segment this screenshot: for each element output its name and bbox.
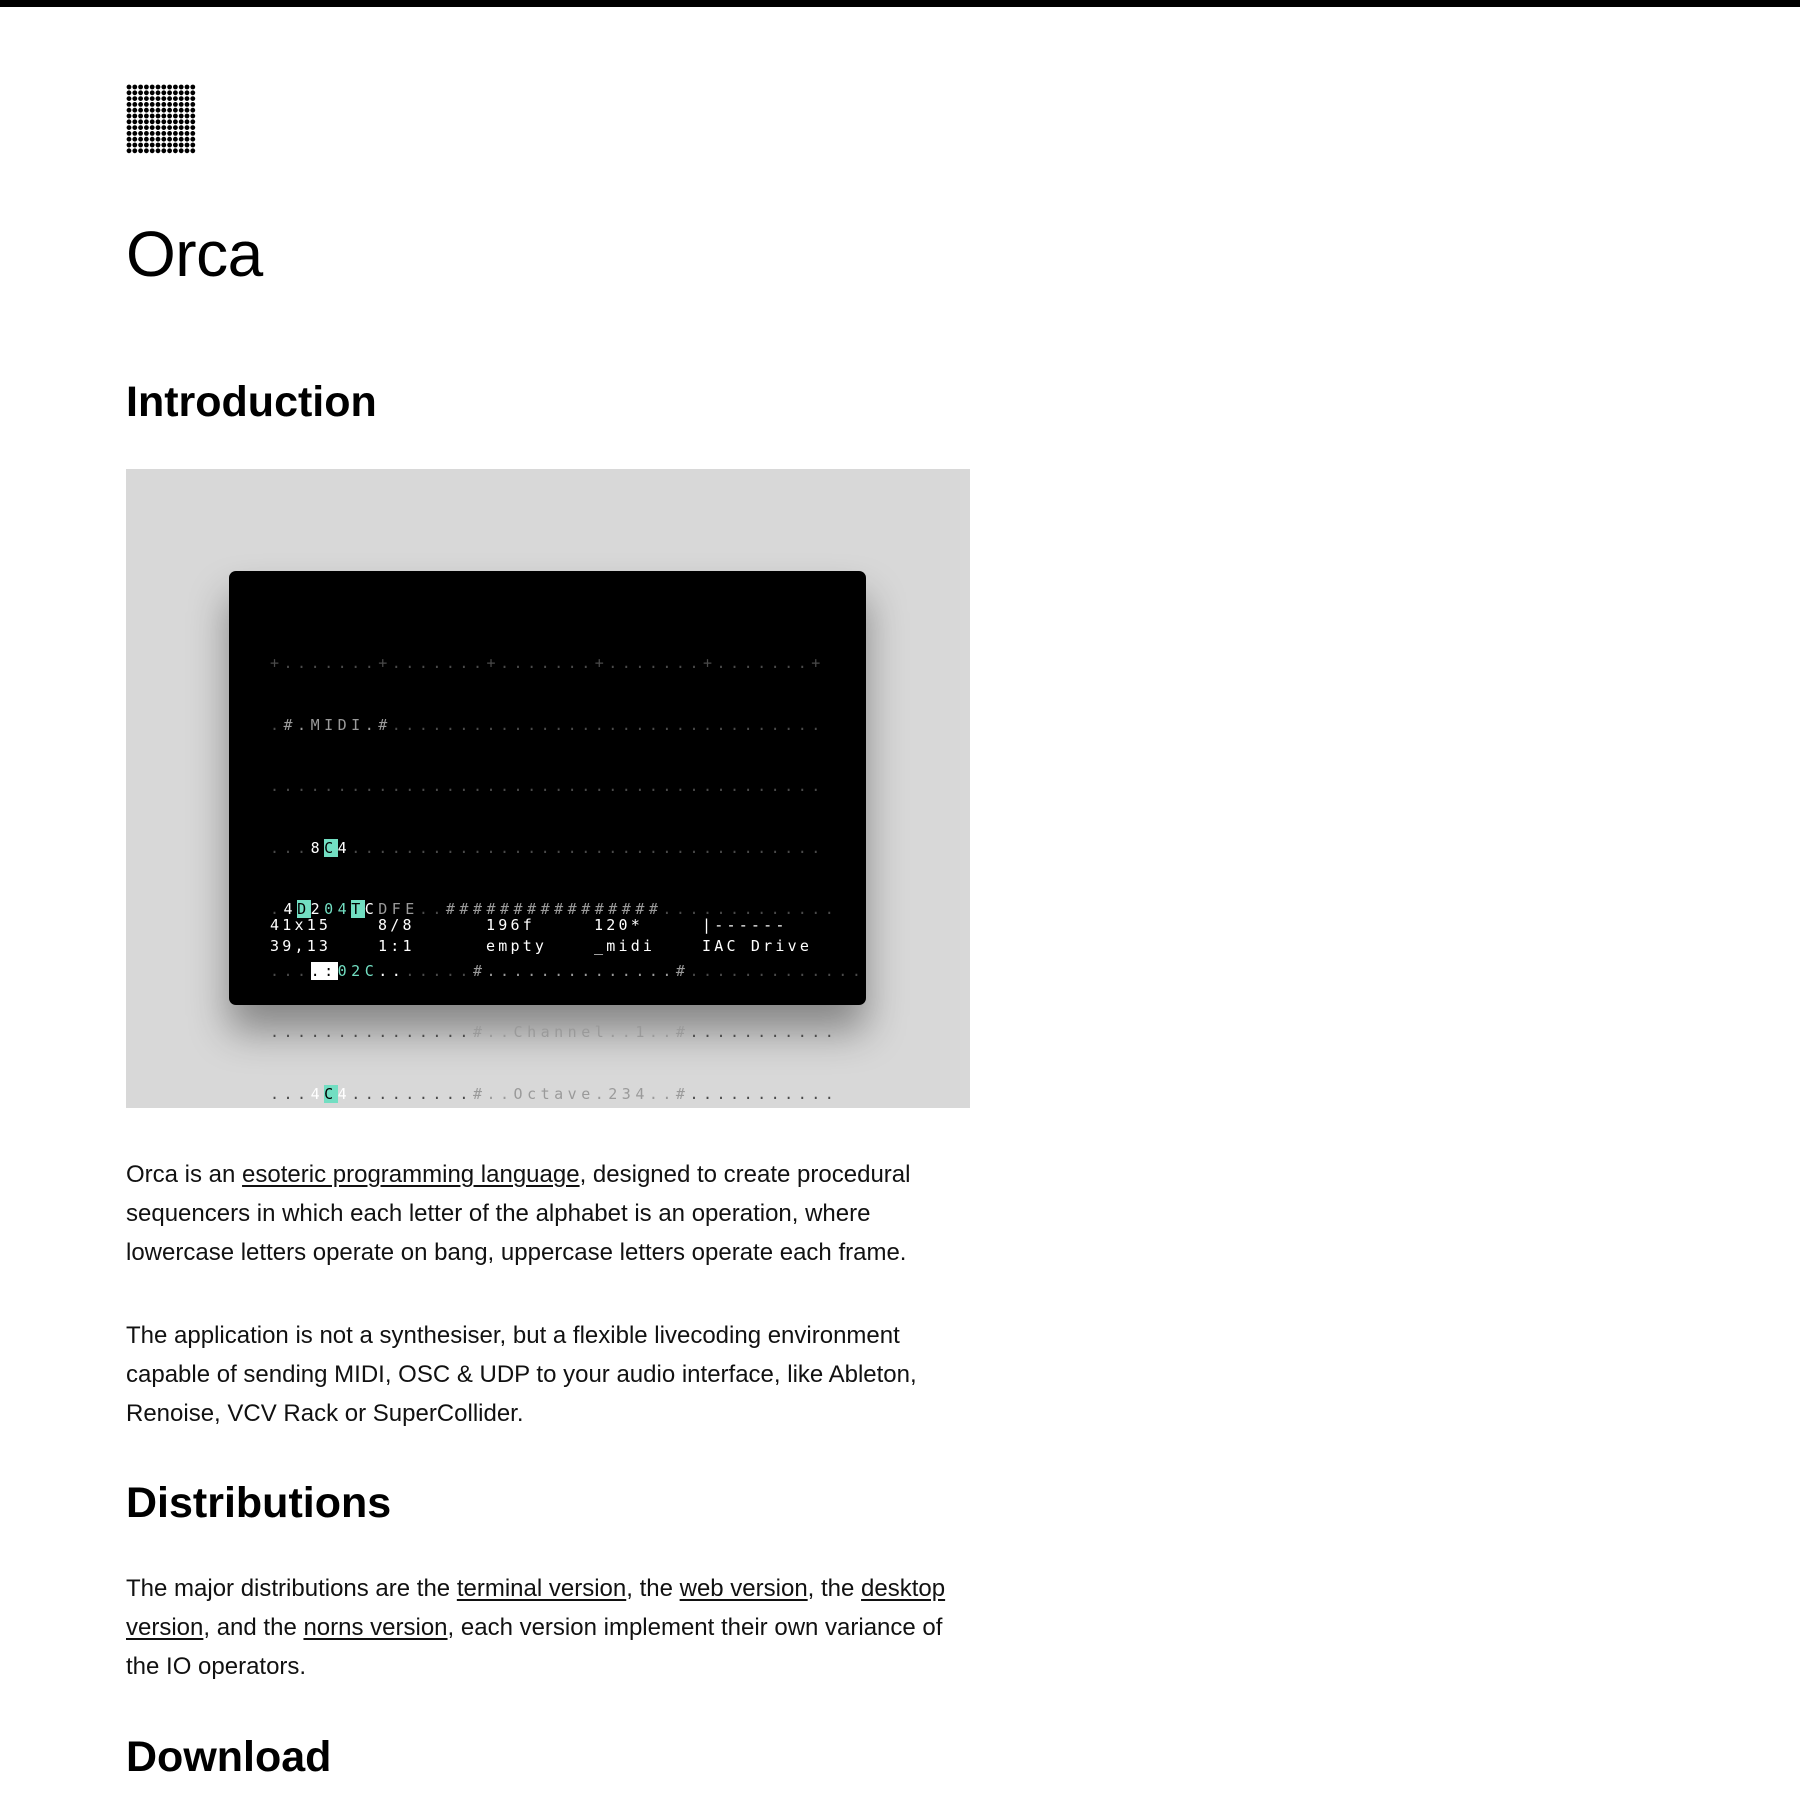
logo-dot xyxy=(161,85,166,90)
logo-dot xyxy=(167,90,172,95)
dot-grid-logo-icon xyxy=(126,84,196,154)
logo-dot xyxy=(185,85,190,90)
logo-dot xyxy=(173,148,178,153)
logo-dot xyxy=(127,131,132,136)
logo-dot xyxy=(156,90,161,95)
logo-dot xyxy=(179,125,184,130)
logo-dot xyxy=(138,108,143,113)
status-midi-device: IAC Drive xyxy=(702,936,813,955)
logo-dot xyxy=(144,102,149,107)
logo-dot xyxy=(179,114,184,119)
logo-dot xyxy=(185,108,190,113)
logo-dot xyxy=(173,108,178,113)
logo-dot xyxy=(161,119,166,124)
logo-dot xyxy=(156,131,161,136)
logo-dot xyxy=(150,114,155,119)
logo-dot xyxy=(179,137,184,142)
logo-dot xyxy=(127,114,132,119)
link-desktop-version[interactable]: desktop version xyxy=(126,1575,946,1641)
logo-dot xyxy=(190,114,195,119)
logo-dot xyxy=(138,85,143,90)
logo-dot xyxy=(132,143,137,148)
hero-image xyxy=(126,469,970,1108)
logo-dot xyxy=(132,114,137,119)
logo-dot xyxy=(150,108,155,113)
logo-dot xyxy=(127,85,132,90)
heading-distributions: Distributions xyxy=(126,1479,392,1527)
logo-dot xyxy=(161,148,166,153)
logo-dot xyxy=(179,108,184,113)
logo-dot xyxy=(190,148,195,153)
logo-dot xyxy=(127,143,132,148)
logo-dot xyxy=(167,131,172,136)
logo-dot xyxy=(132,102,137,107)
logo-dot xyxy=(150,102,155,107)
status-ratio: 8/8 xyxy=(378,916,415,934)
logo-dot xyxy=(138,148,143,153)
logo-dot xyxy=(185,148,190,153)
logo-dot xyxy=(127,125,132,130)
logo-dot xyxy=(156,148,161,153)
logo-dot xyxy=(185,131,190,136)
logo-dot xyxy=(144,90,149,95)
logo-dot xyxy=(127,102,132,107)
logo-dot xyxy=(138,131,143,136)
logo-dot xyxy=(190,137,195,142)
logo-dot xyxy=(132,108,137,113)
logo-dot xyxy=(127,90,132,95)
logo-dot xyxy=(185,102,190,107)
logo-dot xyxy=(179,96,184,101)
logo-dot xyxy=(150,148,155,153)
logo-dot xyxy=(190,102,195,107)
status-selection: 1:1 xyxy=(378,936,415,955)
logo-dot xyxy=(167,85,172,90)
logo-dot xyxy=(190,96,195,101)
logo-dot xyxy=(144,131,149,136)
intro-paragraph-1 xyxy=(126,1155,976,1272)
logo-dot xyxy=(173,137,178,142)
logo-dot xyxy=(144,143,149,148)
logo-dot xyxy=(173,96,178,101)
logo-dot xyxy=(138,119,143,124)
distributions-paragraph xyxy=(126,1569,976,1686)
link-norns-version[interactable]: norns version xyxy=(303,1614,448,1641)
logo-dot xyxy=(161,143,166,148)
logo-dot xyxy=(132,125,137,130)
logo-dot xyxy=(173,143,178,148)
logo-dot xyxy=(150,119,155,124)
logo-dot xyxy=(167,143,172,148)
heading-download: Download xyxy=(126,1733,332,1781)
grid-line: ...............#..Channel..1..#........... xyxy=(270,1023,839,1041)
logo-dot xyxy=(161,125,166,130)
logo-dot xyxy=(156,119,161,124)
orca-terminal-screenshot xyxy=(229,571,866,1103)
logo-dot xyxy=(179,102,184,107)
orca-grid xyxy=(270,612,865,1108)
logo-dot xyxy=(132,131,137,136)
logo-dot xyxy=(150,85,155,90)
logo-dot xyxy=(179,143,184,148)
logo-dot xyxy=(179,131,184,136)
logo-dot xyxy=(179,85,184,90)
status-meter: |------ xyxy=(702,916,788,934)
logo-dot xyxy=(161,137,166,142)
logo-dot xyxy=(167,102,172,107)
logo-dot xyxy=(185,125,190,130)
logo-dot xyxy=(150,131,155,136)
logo-dot xyxy=(144,85,149,90)
logo-dot xyxy=(138,96,143,101)
logo-dot xyxy=(132,137,137,142)
status-file: empty xyxy=(486,936,548,955)
logo-dot xyxy=(173,114,178,119)
logo-dot xyxy=(173,102,178,107)
logo-dot xyxy=(156,96,161,101)
text: , the xyxy=(626,1575,680,1602)
grid-line: ...4C4.........#..Octave.234..#........... xyxy=(270,1084,839,1103)
logo-dot xyxy=(161,90,166,95)
logo-dot xyxy=(167,114,172,119)
status-grid-size: 41x15 xyxy=(270,916,332,934)
logo-dot xyxy=(138,102,143,107)
logo-dot xyxy=(185,90,190,95)
logo-dot xyxy=(161,108,166,113)
logo-dot xyxy=(185,143,190,148)
heading-introduction: Introduction xyxy=(126,378,377,426)
logo-dot xyxy=(185,119,190,124)
logo-dot xyxy=(167,108,172,113)
text: Orca is an xyxy=(126,1161,243,1188)
logo-dot xyxy=(156,143,161,148)
logo-dot xyxy=(144,96,149,101)
logo-dot xyxy=(185,137,190,142)
logo-dot xyxy=(132,85,137,90)
logo-dot xyxy=(144,137,149,142)
logo-dot xyxy=(132,119,137,124)
status-mode: _midi xyxy=(594,936,656,955)
logo-dot xyxy=(173,85,178,90)
logo-dot xyxy=(132,148,137,153)
logo-dot xyxy=(190,143,195,148)
text: The major distributions are the xyxy=(126,1575,457,1602)
logo-dot xyxy=(173,125,178,130)
logo-dot xyxy=(167,125,172,130)
logo-dot xyxy=(144,119,149,124)
logo-dot xyxy=(156,108,161,113)
logo-dot xyxy=(138,90,143,95)
grid-line: ....:02C.......#..............#............. xyxy=(270,961,866,980)
logo-dot xyxy=(138,114,143,119)
logo-dot xyxy=(150,90,155,95)
grid-line: .#.MIDI.#................................ xyxy=(270,715,825,734)
logo-dot xyxy=(190,119,195,124)
logo-dot xyxy=(173,90,178,95)
logo-dot xyxy=(132,90,137,95)
logo-dot xyxy=(161,96,166,101)
text: , the xyxy=(807,1575,862,1602)
logo-dot xyxy=(167,137,172,142)
grid-line: ...8C4................................... xyxy=(270,838,825,857)
logo-dot xyxy=(144,148,149,153)
logo-dot xyxy=(190,90,195,95)
logo-dot xyxy=(190,125,195,130)
logo-dot xyxy=(173,119,178,124)
logo-dot xyxy=(167,96,172,101)
logo-dot xyxy=(138,125,143,130)
link-esoteric-programming-language[interactable]: esoteric programming language xyxy=(242,1161,580,1188)
logo-dot xyxy=(127,96,132,101)
logo-dot xyxy=(156,102,161,107)
text: , each version implement their own variance of the IO operators. xyxy=(126,1614,943,1680)
logo-dot xyxy=(127,108,132,113)
logo-dot xyxy=(190,108,195,113)
logo-dot xyxy=(156,125,161,130)
link-terminal-version[interactable]: terminal version xyxy=(456,1575,627,1602)
page-title: Orca xyxy=(126,218,263,290)
logo-dot xyxy=(138,143,143,148)
logo-dot xyxy=(179,148,184,153)
logo-dot xyxy=(150,125,155,130)
logo-dot xyxy=(161,131,166,136)
logo-dot xyxy=(132,96,137,101)
logo-dot xyxy=(173,131,178,136)
logo-dot xyxy=(144,114,149,119)
text: , designed to create procedural sequencers in which each letter of the alphabet is an operation, where lowercase letters operate on bang, uppercase letters operate each frame. xyxy=(126,1161,911,1266)
intro-paragraph-2: The application is not a synthesiser, but a flexible livecoding environment capable of sending MIDI, OSC & UDP to your audio interface, like Ableton, Renoise, VCV Rack or SuperCollider. xyxy=(126,1322,917,1427)
logo-dot xyxy=(185,96,190,101)
logo-dot xyxy=(144,108,149,113)
grid-line: +.......+.......+.......+.......+.......+ xyxy=(270,654,825,672)
logo-dot xyxy=(185,114,190,119)
logo-dot xyxy=(161,102,166,107)
grid-line: .4D204TCDFE..################............. xyxy=(270,900,839,918)
logo-dot xyxy=(127,119,132,124)
link-web-version[interactable]: web version xyxy=(679,1575,808,1602)
grid-line: ......................................... xyxy=(270,777,825,795)
logo-dot xyxy=(150,137,155,142)
logo-dot xyxy=(167,148,172,153)
logo-dot xyxy=(179,119,184,124)
logo-dot xyxy=(127,148,132,153)
logo-dot xyxy=(127,137,132,142)
logo-dot xyxy=(167,119,172,124)
status-cursor-position: 39,13 xyxy=(270,936,332,955)
logo-dot xyxy=(190,85,195,90)
logo-dot xyxy=(150,96,155,101)
logo-dot xyxy=(179,90,184,95)
text: , and the xyxy=(203,1614,304,1641)
top-border-bar xyxy=(0,0,1800,7)
logo-dot xyxy=(190,131,195,136)
logo-dot xyxy=(138,137,143,142)
logo-dot xyxy=(150,143,155,148)
logo-dot xyxy=(144,125,149,130)
status-frame: 196f xyxy=(486,916,535,934)
logo-dot xyxy=(156,85,161,90)
logo-dot xyxy=(161,114,166,119)
status-bpm: 120* xyxy=(594,916,643,934)
logo-dot xyxy=(156,137,161,142)
logo-dot xyxy=(156,114,161,119)
